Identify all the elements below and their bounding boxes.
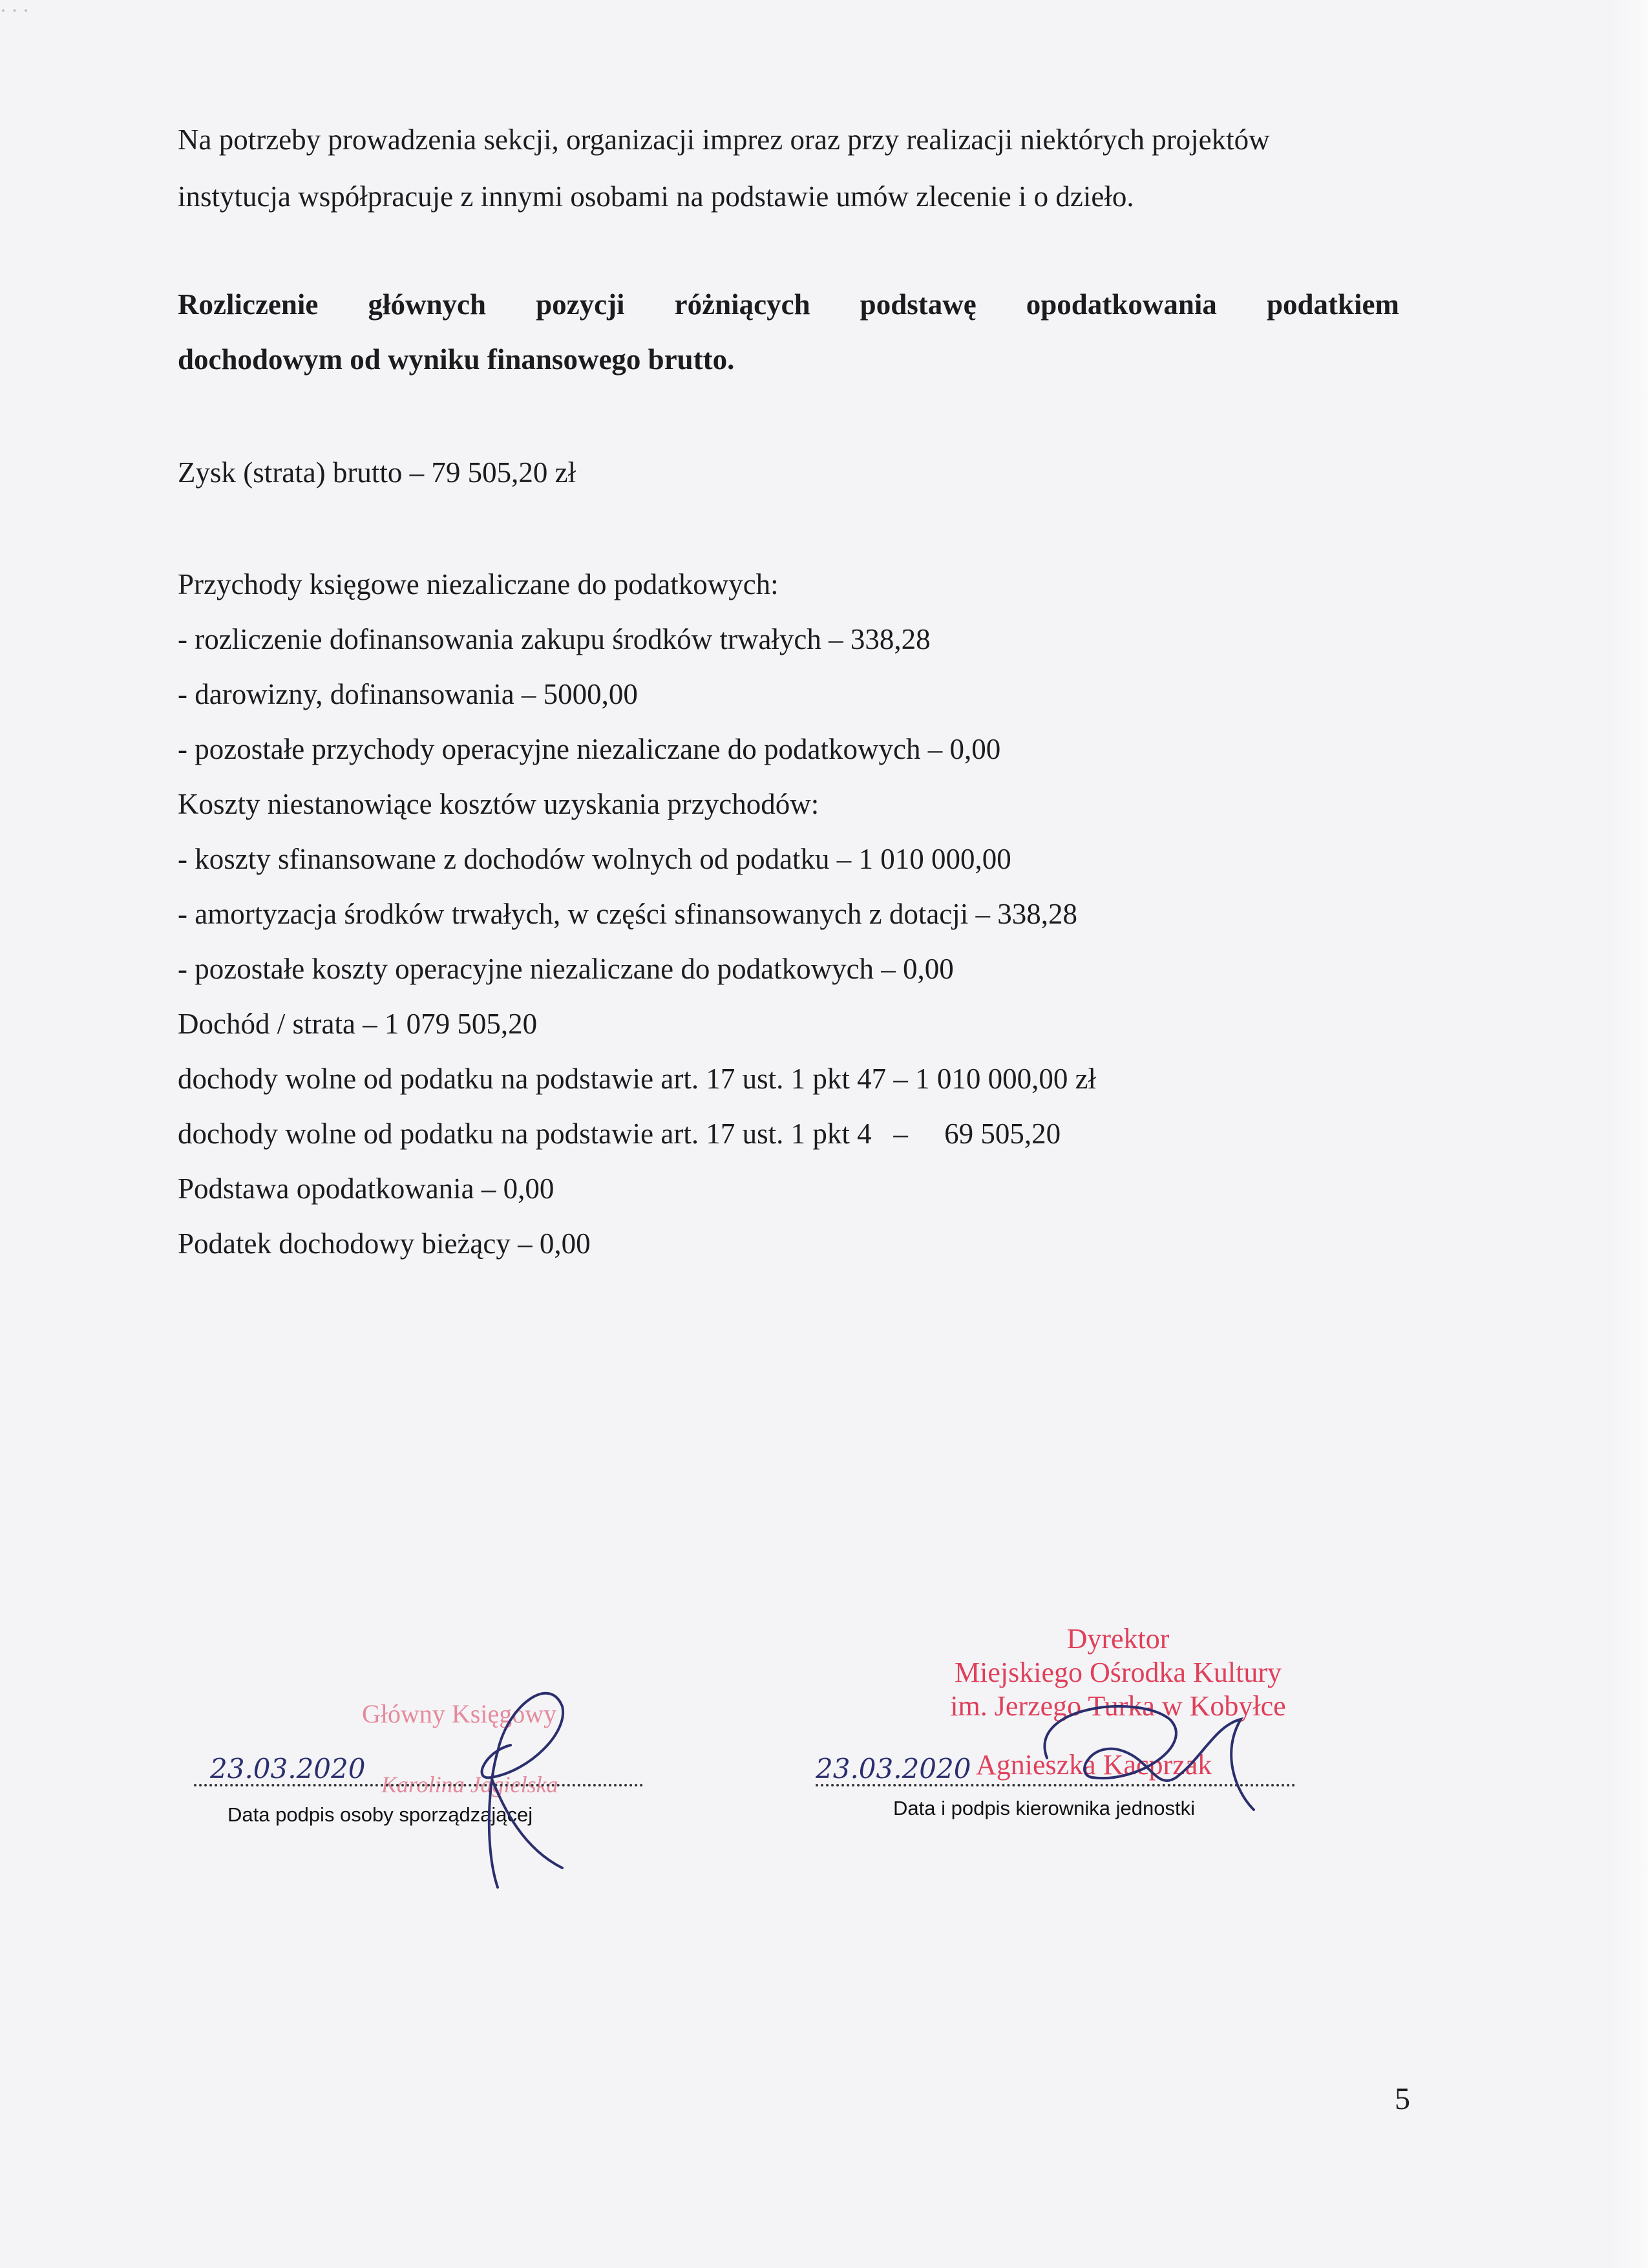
revenue-header: Przychody księgowe niezaliczane do podatkowych: (178, 568, 779, 600)
tax-free-income-line: dochody wolne od podatku na podstawie art. 17 ust. 1 pkt 4 – 69 505,20 (178, 1118, 1061, 1150)
revenue-item: - darowizny, dofinansowania – 5000,00 (178, 678, 638, 710)
heading-word: opodatkowania (1026, 288, 1217, 321)
cost-item: - pozostałe koszty operacyjne niezaliczane do podatkowych – 0,00 (178, 953, 954, 985)
cost-item: - koszty sfinansowane z dochodów wolnych od podatku – 1 010 000,00 (178, 843, 1011, 875)
left-signature-caption: Data podpis osoby sporządzającej (227, 1803, 533, 1826)
heading-word: Rozliczenie (178, 288, 319, 321)
income-loss-line: Dochód / strata – 1 079 505,20 (178, 1008, 538, 1040)
cost-item: - amortyzacja środków trwałych, w części sfinansowanych z dotacji – 338,28 (178, 898, 1078, 930)
tax-base-line: Podstawa opodatkowania – 0,00 (178, 1172, 555, 1205)
costs-header: Koszty niestanowiące kosztów uzyskania przychodów: (178, 788, 819, 820)
heading-word: głównych (368, 288, 487, 321)
current-income-tax-line: Podatek dochodowy bieżący – 0,00 (178, 1227, 591, 1260)
director-stamp-line: im. Jerzego Turka w Kobyłce (950, 1690, 1286, 1722)
heading-word: podatkiem (1266, 288, 1399, 321)
section-heading-line-1 (178, 288, 1399, 321)
revenue-item: - pozostałe przychody operacyjne niezaliczane do podatkowych – 0,00 (178, 733, 1001, 765)
tax-free-income-line: dochody wolne od podatku na podstawie art. 17 ust. 1 pkt 47 – 1 010 000,00 zł (178, 1063, 1097, 1095)
heading-word: różniących (674, 288, 810, 321)
chief-accountant-stamp-name: Karolina Jagielska (381, 1772, 558, 1797)
left-handwritten-date: 23.03.2020 (210, 1753, 366, 1785)
left-handwritten-signature (401, 1655, 607, 1900)
chief-accountant-stamp-title: Główny Księgowy (362, 1699, 557, 1728)
right-handwritten-date: 23.03.2020 (816, 1753, 971, 1785)
director-stamp-line: Miejskiego Ośrodka Kultury (955, 1656, 1282, 1688)
page-edge (1609, 0, 1648, 2268)
page-number: 5 (1395, 2082, 1410, 2116)
right-handwritten-signature (1008, 1680, 1280, 1829)
scan-speck: · · · (0, 0, 29, 21)
intro-line-2: instytucja współpracuje z innymi osobami na podstawie umów zlecenie i o dzieło. (178, 180, 1134, 213)
revenue-item: - rozliczenie dofinansowania zakupu środków trwałych – 338,28 (178, 623, 931, 655)
section-heading-line-2: dochodowym od wyniku finansowego brutto. (178, 343, 735, 376)
director-stamp-line: Dyrektor (1066, 1623, 1170, 1655)
gross-profit-line: Zysk (strata) brutto – 79 505,20 zł (178, 456, 576, 489)
intro-line-1: Na potrzeby prowadzenia sekcji, organizacji imprez oraz przy realizacji niektórych projektów (178, 123, 1270, 156)
heading-word: podstawę (860, 288, 977, 321)
right-signature-caption: Data i podpis kierownika jednostki (893, 1797, 1195, 1819)
director-stamp-name: Agnieszka Kacprzak (976, 1749, 1212, 1781)
heading-word: pozycji (536, 288, 625, 321)
